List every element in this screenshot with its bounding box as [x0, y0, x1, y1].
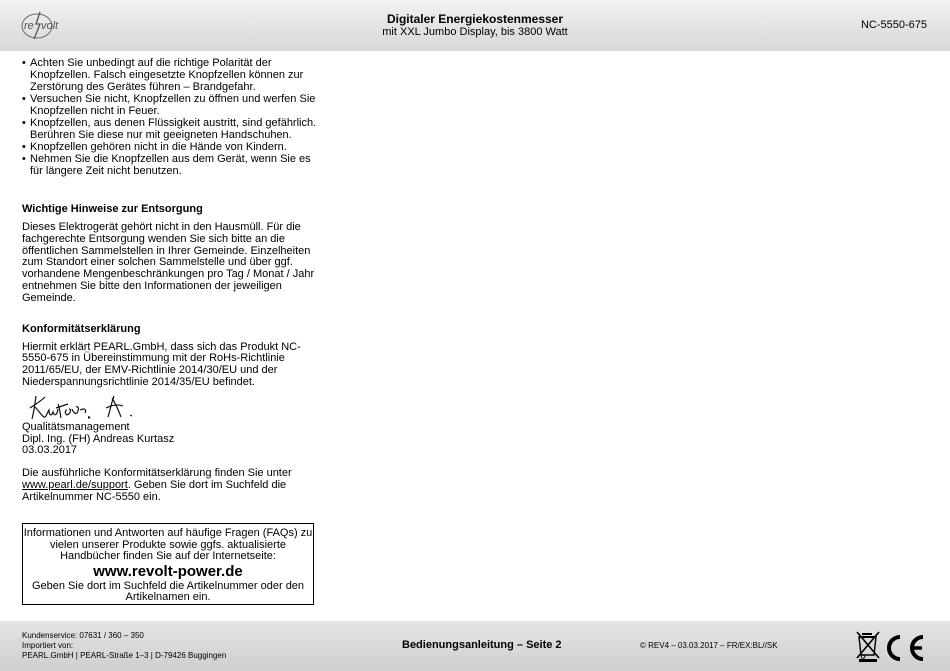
- main-content: [22, 57, 322, 504]
- details-suffix: . Geben Sie dort im Suchfeld die Artikelnummer NC-5550 ein.: [22, 478, 287, 503]
- faq-intro: Informationen und Antworten auf häufige Fragen (FAQs) zu vielen unserer Produkte sowie ggfs. aktualisierte Handbücher finden Sie auf der Internetseite:: [23, 527, 313, 562]
- revision-info: © REV4 – 03.03.2017 – FR/EX:BL//SK: [640, 641, 778, 650]
- list-item: • Knopfzellen, aus denen Flüssigkeit austritt, sind gefährlich. Berühren Sie diese nur mit geeigneten Handschuhen.: [22, 117, 322, 141]
- ce-mark-icon: [883, 633, 928, 663]
- list-item: • Nehmen Sie die Knopfzellen aus dem Gerät, wenn Sie es für längere Zeit nicht benutzen.: [22, 153, 322, 177]
- list-item: • Versuchen Sie nicht, Knopfzellen zu öffnen und werfen Sie Knopfzellen nicht in Feuer.: [22, 93, 322, 117]
- svg-text:re: re: [24, 20, 34, 32]
- page-label: Bedienungsanleitung – Seite 2: [402, 639, 562, 651]
- svg-text:volt: volt: [41, 20, 59, 32]
- disposal-heading: Wichtige Hinweise zur Entsorgung: [22, 203, 203, 215]
- signer-name: Dipl. Ing. (FH) Andreas Kurtasz: [22, 432, 175, 445]
- signature: [22, 392, 138, 422]
- customer-service: Kundenservice: 07631 / 360 – 350: [22, 631, 144, 640]
- list-item: • Knopfzellen gehören nicht in die Hände von Kindern.: [22, 141, 322, 153]
- weee-bin-icon: [856, 630, 880, 662]
- model-number: NC-5550-675: [860, 19, 927, 31]
- list-item: • Achten Sie unbedingt auf die richtige Polarität der Knopfzellen. Falsch eingesetzte Knopfzellen können zur Zerstörung des Gerätes führen – Brandgefahr.: [22, 57, 322, 93]
- faq-outro: Geben Sie dort im Suchfeld die Artikelnummer oder den Artikelnamen ein.: [31, 579, 305, 603]
- signer-role: Qualitätsmanagement: [22, 420, 130, 433]
- faq-url-link[interactable]: www.revolt-power.de: [93, 562, 243, 580]
- page-footer: [0, 621, 950, 671]
- conformity-details: [22, 468, 322, 503]
- conformity-heading: Konformitätserklärung: [22, 322, 141, 335]
- details-prefix: Die ausführliche Konformitätserklärung finden Sie unter: [22, 467, 292, 480]
- battery-safety-list: [22, 57, 322, 177]
- disposal-text: Dieses Elektrogerät gehört nicht in den Hausmüll. Für die fachgerechte Entsorgung wenden Sie sich bitte an die öffentlichen Sammelstellen in Ihrer Gemeinde. Einzelheiten zum Standort einer solchen Sammelstelle und über ggf. vorhandene Mengenbeschränkungen pro Tag / Monat / Jahr entnehmen Sie bitte den Informationen der jeweiligen Gemeinde.: [22, 221, 315, 304]
- importer-address: PEARL.GmbH | PEARL-Straße 1–3 | D-79426 Buggingen: [22, 651, 227, 660]
- faq-box: [22, 523, 314, 605]
- support-link[interactable]: www.pearl.de/support: [22, 478, 128, 491]
- document-title: Digitaler Energiekostenmesser: [386, 12, 564, 26]
- footer-contact: [22, 631, 226, 661]
- signature-date: 03.03.2017: [22, 444, 78, 457]
- page-header: [0, 0, 950, 51]
- importer-label: Importiert von:: [22, 641, 74, 650]
- document-subtitle: mit XXL Jumbo Display, bis 3800 Watt: [382, 26, 568, 38]
- conformity-text: Hiermit erklärt PEARL.GmbH, dass sich das Produkt NC-5550-675 in Übereinstimmung mit der RoHs-Richtlinie 2011/65/EU, der EMV-Richtlinie 2014/30/EU und der Niederspannungsrichtlinie 2014/35/EU befindet.: [22, 340, 301, 388]
